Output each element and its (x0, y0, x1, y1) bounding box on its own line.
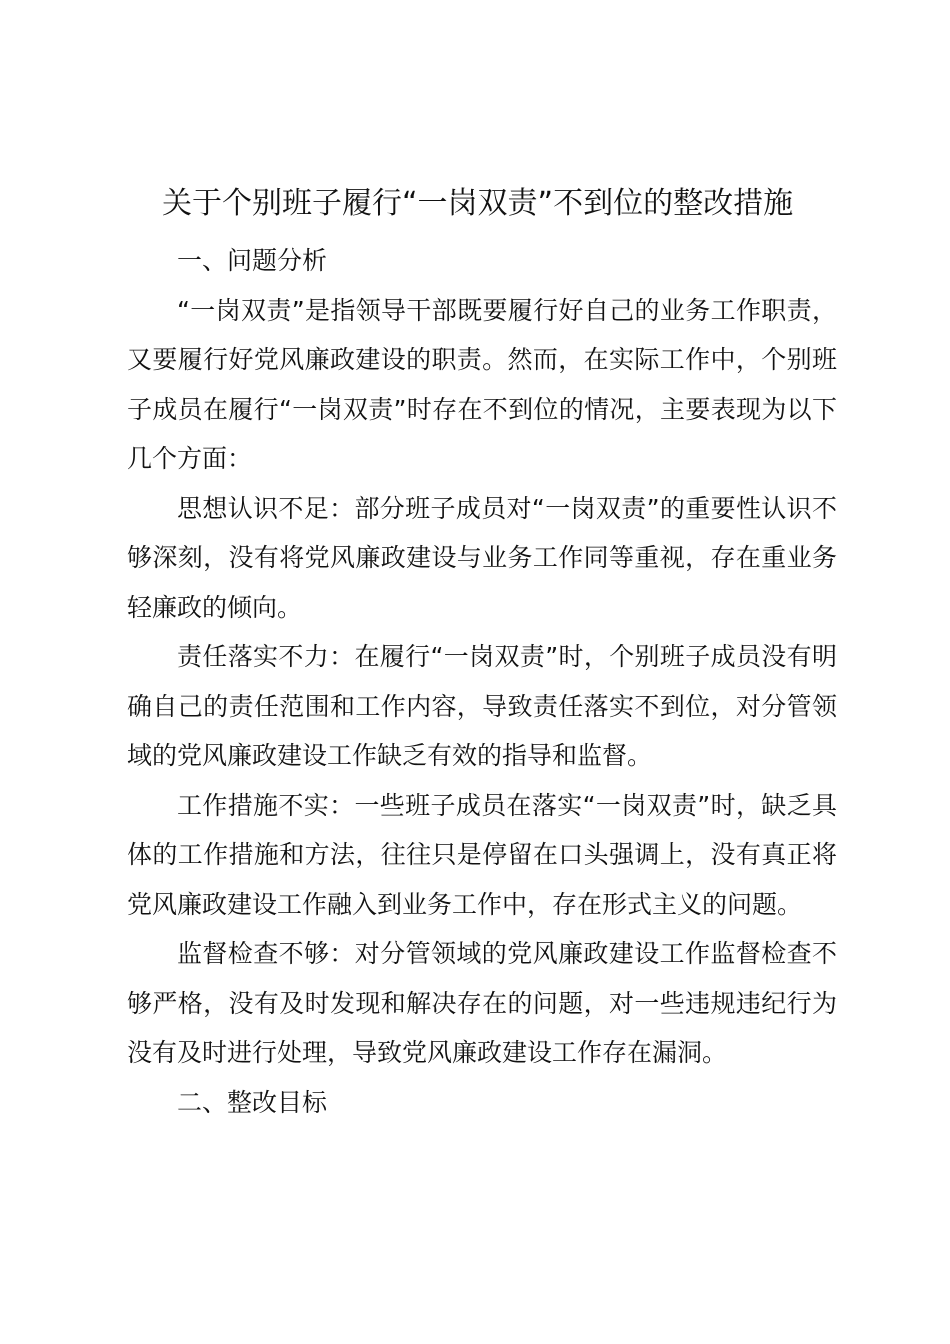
paragraph-work-measures: 工作措施不实：一些班子成员在落实“一岗双责”时，缺乏具体的工作措施和方法，往往只是停留在口头强调上，没有真正将党风廉政建设工作融入到业务工作中，存在形式主义的问题。 (127, 790, 837, 919)
document-title: 关于个别班子履行“一岗双责”不到位的整改措施 (162, 186, 794, 221)
paragraph-ideological-awareness: 思想认识不足：部分班子成员对“一岗双责”的重要性认识不够深刻，没有将党风廉政建设与业务工作同等重视，存在重业务轻廉政的倾向。 (127, 493, 837, 622)
paragraph-supervision-inspection: 监督检查不够：对分管领域的党风廉政建设工作监督检查不够严格，没有及时发现和解决存在的问题，对一些违规违纪行为没有及时进行处理，导致党风廉政建设工作存在漏洞。 (127, 939, 837, 1067)
section-heading-rectification-goals: 二、整改目标 (177, 1087, 328, 1117)
paragraph-responsibility-implementation: 责任落实不力：在履行“一岗双责”时，个别班子成员没有明确自己的责任范围和工作内容，导致责任落实不到位，对分管领域的党风廉政建设工作缺乏有效的指导和监督。 (127, 642, 837, 770)
paragraph-intro: “一岗双责”是指领导干部既要履行好自己的业务工作职责，又要履行好党风廉政建设的职责。然而，在实际工作中，个别班子成员在履行“一岗双责”时存在不到位的情况，主要表现为以下几个方面： (127, 295, 837, 473)
section-heading-problem-analysis: 一、问题分析 (177, 246, 328, 275)
document-body (127, 236, 837, 1127)
